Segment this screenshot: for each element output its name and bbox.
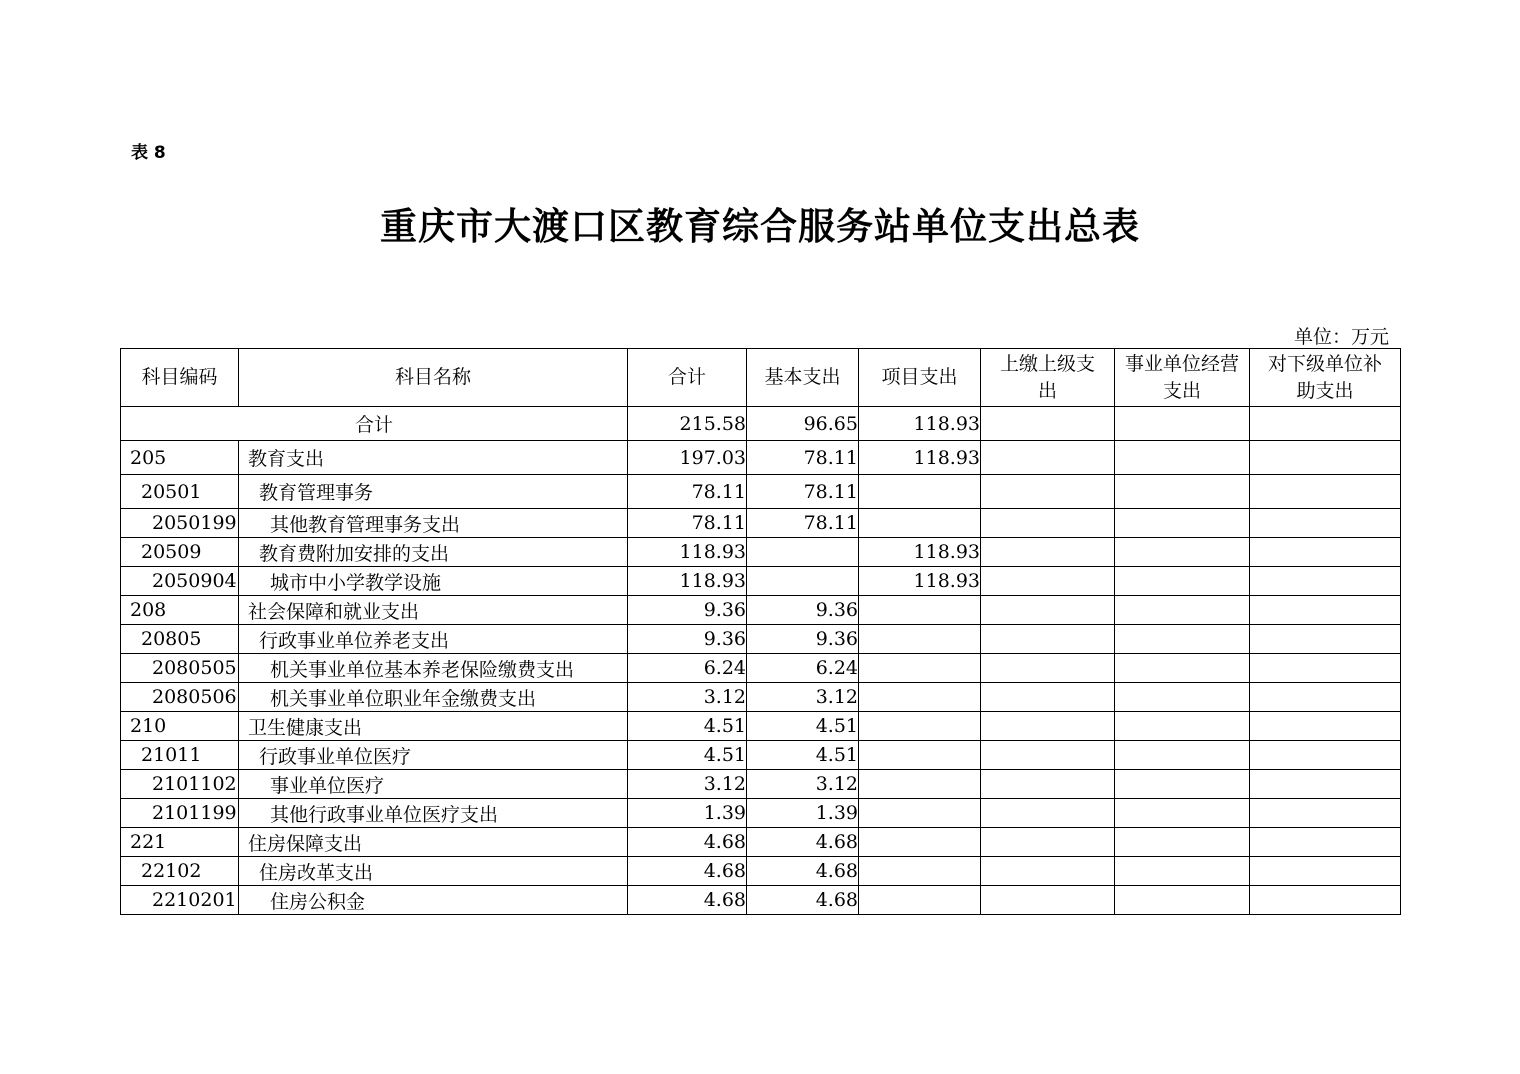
row-business <box>1115 654 1250 683</box>
row-total: 78.11 <box>628 475 747 509</box>
row-code: 2050199 <box>121 509 239 538</box>
row-name: 行政事业单位医疗 <box>239 741 628 770</box>
row-upper <box>981 538 1115 567</box>
header-business: 事业单位经营支出 <box>1115 349 1250 407</box>
row-total: 78.11 <box>628 509 747 538</box>
row-business <box>1115 770 1250 799</box>
row-project <box>859 857 981 886</box>
row-total: 118.93 <box>628 567 747 596</box>
row-code: 221 <box>121 828 239 857</box>
row-name: 住房保障支出 <box>239 828 628 857</box>
table-row <box>121 654 1401 683</box>
row-basic: 4.51 <box>747 741 859 770</box>
row-subsidy <box>1250 538 1401 567</box>
row-upper <box>981 712 1115 741</box>
row-business <box>1115 683 1250 712</box>
row-code: 2101102 <box>121 770 239 799</box>
table-row <box>121 886 1401 915</box>
row-name: 行政事业单位养老支出 <box>239 625 628 654</box>
table-row <box>121 509 1401 538</box>
row-name: 其他行政事业单位医疗支出 <box>239 799 628 828</box>
table-row <box>121 770 1401 799</box>
row-basic: 6.24 <box>747 654 859 683</box>
row-code: 210 <box>121 712 239 741</box>
row-project <box>859 654 981 683</box>
row-code: 205 <box>121 441 239 475</box>
row-total: 4.51 <box>628 741 747 770</box>
row-basic: 9.36 <box>747 625 859 654</box>
table-number: 表 8 <box>131 143 166 163</box>
row-total: 3.12 <box>628 770 747 799</box>
table-row <box>121 828 1401 857</box>
row-basic <box>747 538 859 567</box>
header-project: 项目支出 <box>859 349 981 407</box>
row-project <box>859 770 981 799</box>
summary-basic: 96.65 <box>747 407 859 441</box>
row-business <box>1115 538 1250 567</box>
row-total: 4.68 <box>628 857 747 886</box>
table-row <box>121 596 1401 625</box>
row-subsidy <box>1250 441 1401 475</box>
row-business <box>1115 712 1250 741</box>
row-upper <box>981 567 1115 596</box>
row-code: 2050904 <box>121 567 239 596</box>
row-basic: 78.11 <box>747 441 859 475</box>
row-basic: 1.39 <box>747 799 859 828</box>
row-basic: 3.12 <box>747 683 859 712</box>
row-project <box>859 596 981 625</box>
row-basic: 4.68 <box>747 886 859 915</box>
row-name: 住房公积金 <box>239 886 628 915</box>
table-row <box>121 857 1401 886</box>
row-upper <box>981 441 1115 475</box>
row-business <box>1115 441 1250 475</box>
header-row <box>121 349 1401 407</box>
row-business <box>1115 886 1250 915</box>
row-code: 2101199 <box>121 799 239 828</box>
table-row <box>121 683 1401 712</box>
row-subsidy <box>1250 509 1401 538</box>
row-code: 20501 <box>121 475 239 509</box>
expenditure-table <box>120 348 1401 915</box>
row-upper <box>981 509 1115 538</box>
row-subsidy <box>1250 654 1401 683</box>
row-upper <box>981 475 1115 509</box>
summary-business <box>1115 407 1250 441</box>
header-code: 科目编码 <box>121 349 239 407</box>
row-name: 社会保障和就业支出 <box>239 596 628 625</box>
row-name: 其他教育管理事务支出 <box>239 509 628 538</box>
table-row <box>121 799 1401 828</box>
header-upper: 上缴上级支出 <box>981 349 1115 407</box>
row-business <box>1115 828 1250 857</box>
row-basic: 9.36 <box>747 596 859 625</box>
unit-label: 单位：万元 <box>1293 326 1389 348</box>
row-business <box>1115 799 1250 828</box>
table-row <box>121 712 1401 741</box>
summary-label: 合计 <box>121 407 628 441</box>
row-code: 20509 <box>121 538 239 567</box>
row-name: 教育管理事务 <box>239 475 628 509</box>
row-business <box>1115 567 1250 596</box>
row-business <box>1115 625 1250 654</box>
row-basic: 4.51 <box>747 712 859 741</box>
row-project <box>859 509 981 538</box>
row-subsidy <box>1250 857 1401 886</box>
row-upper <box>981 683 1115 712</box>
table-row <box>121 475 1401 509</box>
table-row <box>121 538 1401 567</box>
row-project <box>859 828 981 857</box>
row-project <box>859 475 981 509</box>
row-name: 教育支出 <box>239 441 628 475</box>
row-subsidy <box>1250 475 1401 509</box>
row-project <box>859 625 981 654</box>
row-basic: 4.68 <box>747 828 859 857</box>
row-subsidy <box>1250 828 1401 857</box>
row-upper <box>981 654 1115 683</box>
row-name: 城市中小学教学设施 <box>239 567 628 596</box>
row-name: 事业单位医疗 <box>239 770 628 799</box>
row-subsidy <box>1250 596 1401 625</box>
row-project <box>859 683 981 712</box>
row-total: 9.36 <box>628 596 747 625</box>
row-subsidy <box>1250 799 1401 828</box>
summary-upper <box>981 407 1115 441</box>
table-row <box>121 741 1401 770</box>
row-name: 机关事业单位基本养老保险缴费支出 <box>239 654 628 683</box>
table-row <box>121 625 1401 654</box>
row-upper <box>981 770 1115 799</box>
row-subsidy <box>1250 567 1401 596</box>
row-subsidy <box>1250 770 1401 799</box>
row-code: 208 <box>121 596 239 625</box>
row-upper <box>981 828 1115 857</box>
row-upper <box>981 799 1115 828</box>
row-code: 20805 <box>121 625 239 654</box>
row-basic <box>747 567 859 596</box>
row-code: 21011 <box>121 741 239 770</box>
row-name: 机关事业单位职业年金缴费支出 <box>239 683 628 712</box>
row-name: 卫生健康支出 <box>239 712 628 741</box>
row-total: 4.51 <box>628 712 747 741</box>
row-total: 3.12 <box>628 683 747 712</box>
row-upper <box>981 886 1115 915</box>
row-project: 118.93 <box>859 538 981 567</box>
row-name: 教育费附加安排的支出 <box>239 538 628 567</box>
row-total: 4.68 <box>628 886 747 915</box>
row-project <box>859 799 981 828</box>
row-code: 2210201 <box>121 886 239 915</box>
row-code: 2080505 <box>121 654 239 683</box>
row-basic: 4.68 <box>747 857 859 886</box>
header-basic: 基本支出 <box>747 349 859 407</box>
row-total: 6.24 <box>628 654 747 683</box>
summary-total: 215.58 <box>628 407 747 441</box>
row-business <box>1115 596 1250 625</box>
row-subsidy <box>1250 741 1401 770</box>
row-project: 118.93 <box>859 567 981 596</box>
row-total: 4.68 <box>628 828 747 857</box>
header-name: 科目名称 <box>239 349 628 407</box>
row-business <box>1115 475 1250 509</box>
row-business <box>1115 741 1250 770</box>
page-title: 重庆市大渡口区教育综合服务站单位支出总表 <box>380 205 1140 248</box>
row-name: 住房改革支出 <box>239 857 628 886</box>
row-total: 118.93 <box>628 538 747 567</box>
table-row <box>121 567 1401 596</box>
row-upper <box>981 625 1115 654</box>
summary-row <box>121 407 1401 441</box>
row-upper <box>981 741 1115 770</box>
row-project <box>859 712 981 741</box>
row-upper <box>981 857 1115 886</box>
row-basic: 3.12 <box>747 770 859 799</box>
row-basic: 78.11 <box>747 475 859 509</box>
row-business <box>1115 857 1250 886</box>
row-code: 22102 <box>121 857 239 886</box>
row-business <box>1115 509 1250 538</box>
row-basic: 78.11 <box>747 509 859 538</box>
row-total: 197.03 <box>628 441 747 475</box>
row-total: 1.39 <box>628 799 747 828</box>
row-total: 9.36 <box>628 625 747 654</box>
row-project <box>859 886 981 915</box>
header-subsidy: 对下级单位补助支出 <box>1250 349 1401 407</box>
row-subsidy <box>1250 625 1401 654</box>
row-upper <box>981 596 1115 625</box>
summary-subsidy <box>1250 407 1401 441</box>
row-project <box>859 741 981 770</box>
header-total: 合计 <box>628 349 747 407</box>
table-row <box>121 441 1401 475</box>
row-subsidy <box>1250 683 1401 712</box>
row-project: 118.93 <box>859 441 981 475</box>
row-subsidy <box>1250 886 1401 915</box>
row-code: 2080506 <box>121 683 239 712</box>
summary-project: 118.93 <box>859 407 981 441</box>
row-subsidy <box>1250 712 1401 741</box>
